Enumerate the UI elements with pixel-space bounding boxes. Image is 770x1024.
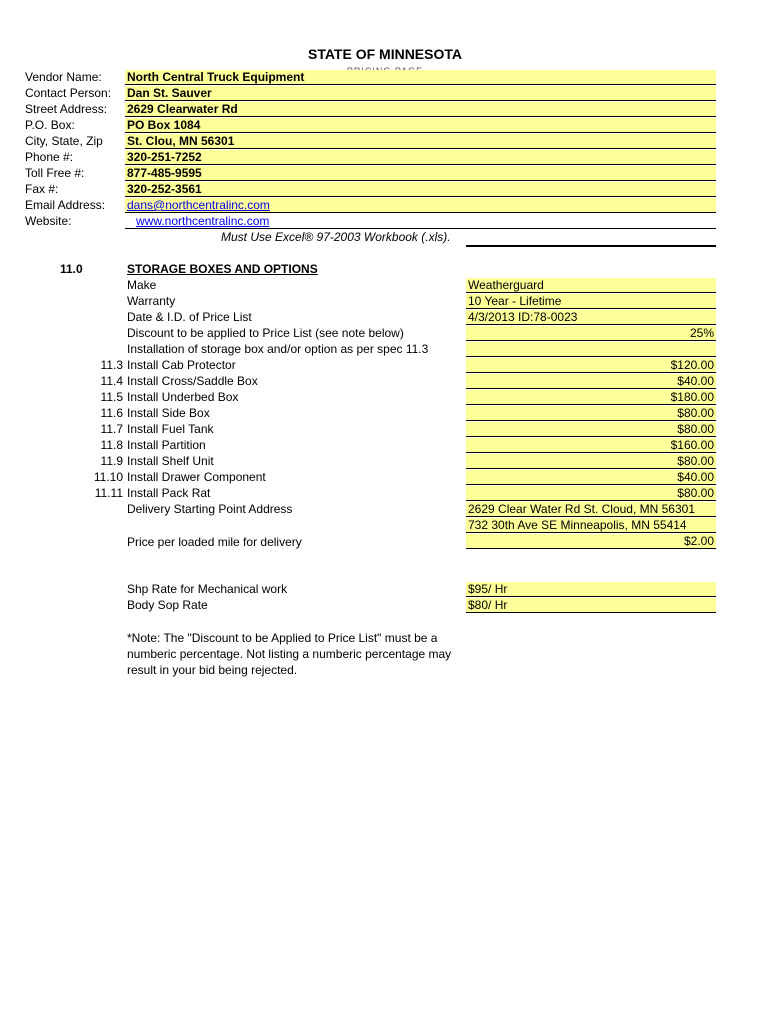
cab-protector-price[interactable]: $120.00 <box>466 358 716 373</box>
shelf-unit-label: Install Shelf Unit <box>127 454 214 468</box>
city-state-zip-label: City, State, Zip <box>25 134 103 148</box>
contact-person-field[interactable]: Dan St. Sauver <box>125 86 716 101</box>
side-box-label: Install Side Box <box>127 406 210 420</box>
street-address-field[interactable]: 2629 Clearwater Rd <box>125 102 716 117</box>
make-value[interactable]: Weatherguard <box>466 278 716 293</box>
toll-free-label: Toll Free #: <box>25 166 85 180</box>
item-number: 11.10 <box>93 470 123 484</box>
shelf-unit-price[interactable]: $80.00 <box>466 454 716 469</box>
po-box-field[interactable]: PO Box 1084 <box>125 118 716 133</box>
page-title: STATE OF MINNESOTA <box>308 46 462 62</box>
email-label: Email Address: <box>25 198 106 212</box>
excel-format-note: Must Use Excel® 97-2003 Workbook (.xls). <box>221 230 451 244</box>
drawer-component-price[interactable]: $40.00 <box>466 470 716 485</box>
contact-person-label: Contact Person: <box>25 86 112 100</box>
partition-price[interactable]: $160.00 <box>466 438 716 453</box>
drawer-component-label: Install Drawer Component <box>127 470 266 484</box>
excel-format-field[interactable] <box>466 230 716 247</box>
item-number: 11.3 <box>100 358 123 372</box>
delivery-start-address-1[interactable]: 2629 Clear Water Rd St. Cloud, MN 56301 <box>466 502 716 517</box>
warranty-label: Warranty <box>127 294 176 308</box>
body-shop-rate-label: Body Sop Rate <box>127 598 208 612</box>
body-shop-rate-value[interactable]: $80/ Hr <box>466 598 716 613</box>
side-box-price[interactable]: $80.00 <box>466 406 716 421</box>
installation-value[interactable] <box>466 342 716 357</box>
shop-rate-label: Shp Rate for Mechanical work <box>127 582 288 596</box>
fuel-tank-price[interactable]: $80.00 <box>466 422 716 437</box>
item-number: 11.5 <box>100 390 123 404</box>
cross-saddle-box-price[interactable]: $40.00 <box>466 374 716 389</box>
partition-label: Install Partition <box>127 438 206 452</box>
item-number: 11.7 <box>100 422 123 436</box>
discount-value[interactable]: 25% <box>466 326 716 341</box>
item-number: 11.11 <box>94 486 123 500</box>
section-title: STORAGE BOXES AND OPTIONS <box>127 262 318 276</box>
phone-label: Phone #: <box>25 150 74 164</box>
website-label: Website: <box>25 214 72 228</box>
pack-rat-label: Install Pack Rat <box>127 486 211 500</box>
cross-saddle-box-label: Install Cross/Saddle Box <box>127 374 258 388</box>
delivery-start-label: Delivery Starting Point Address <box>127 502 293 516</box>
price-list-date-value[interactable]: 4/3/2013 ID:78-0023 <box>466 310 716 325</box>
underbed-box-label: Install Underbed Box <box>127 390 239 404</box>
price-per-mile-value[interactable]: $2.00 <box>466 534 716 549</box>
discount-note: *Note: The "Discount to be Applied to Price List" must be a numberic percentage. Not listing a numberic percentage may result in your bid being rejected. <box>127 631 452 677</box>
installation-label: Installation of storage box and/or option as per spec 11.3 <box>127 342 429 356</box>
cab-protector-label: Install Cab Protector <box>127 358 236 372</box>
item-number: 11.4 <box>100 374 123 388</box>
delivery-start-address-2[interactable]: 732 30th Ave SE Minneapolis, MN 55414 <box>466 518 716 533</box>
item-number: 11.6 <box>100 406 123 420</box>
phone-field[interactable]: 320-251-7252 <box>125 150 716 165</box>
email-link[interactable]: dans@northcentralinc.com <box>127 198 270 212</box>
fax-label: Fax #: <box>25 182 59 196</box>
city-state-zip-field[interactable]: St. Clou, MN 56301 <box>125 134 716 149</box>
underbed-box-price[interactable]: $180.00 <box>466 390 716 405</box>
discount-label: Discount to be applied to Price List (see note below) <box>127 326 404 340</box>
street-address-label: Street Address: <box>25 102 108 116</box>
price-per-mile-label: Price per loaded mile for delivery <box>127 535 302 549</box>
toll-free-field[interactable]: 877-485-9595 <box>125 166 716 181</box>
warranty-value[interactable]: 10 Year - Lifetime <box>466 294 716 309</box>
price-list-date-label: Date & I.D. of Price List <box>127 310 252 324</box>
email-field[interactable] <box>125 198 716 213</box>
item-number: 11.9 <box>100 454 123 468</box>
item-number: 11.8 <box>100 438 123 452</box>
website-field[interactable] <box>125 214 716 229</box>
make-label: Make <box>127 278 157 292</box>
po-box-label: P.O. Box: <box>25 118 75 132</box>
vendor-name-label: Vendor Name: <box>25 70 102 84</box>
pack-rat-price[interactable]: $80.00 <box>466 486 716 501</box>
vendor-name-field[interactable]: North Central Truck Equipment <box>125 70 716 85</box>
shop-rate-value[interactable]: $95/ Hr <box>466 582 716 597</box>
section-number: 11.0 <box>60 262 83 276</box>
fuel-tank-label: Install Fuel Tank <box>127 422 214 436</box>
fax-field[interactable]: 320-252-3561 <box>125 182 716 197</box>
website-link[interactable]: www.northcentralinc.com <box>136 214 270 228</box>
